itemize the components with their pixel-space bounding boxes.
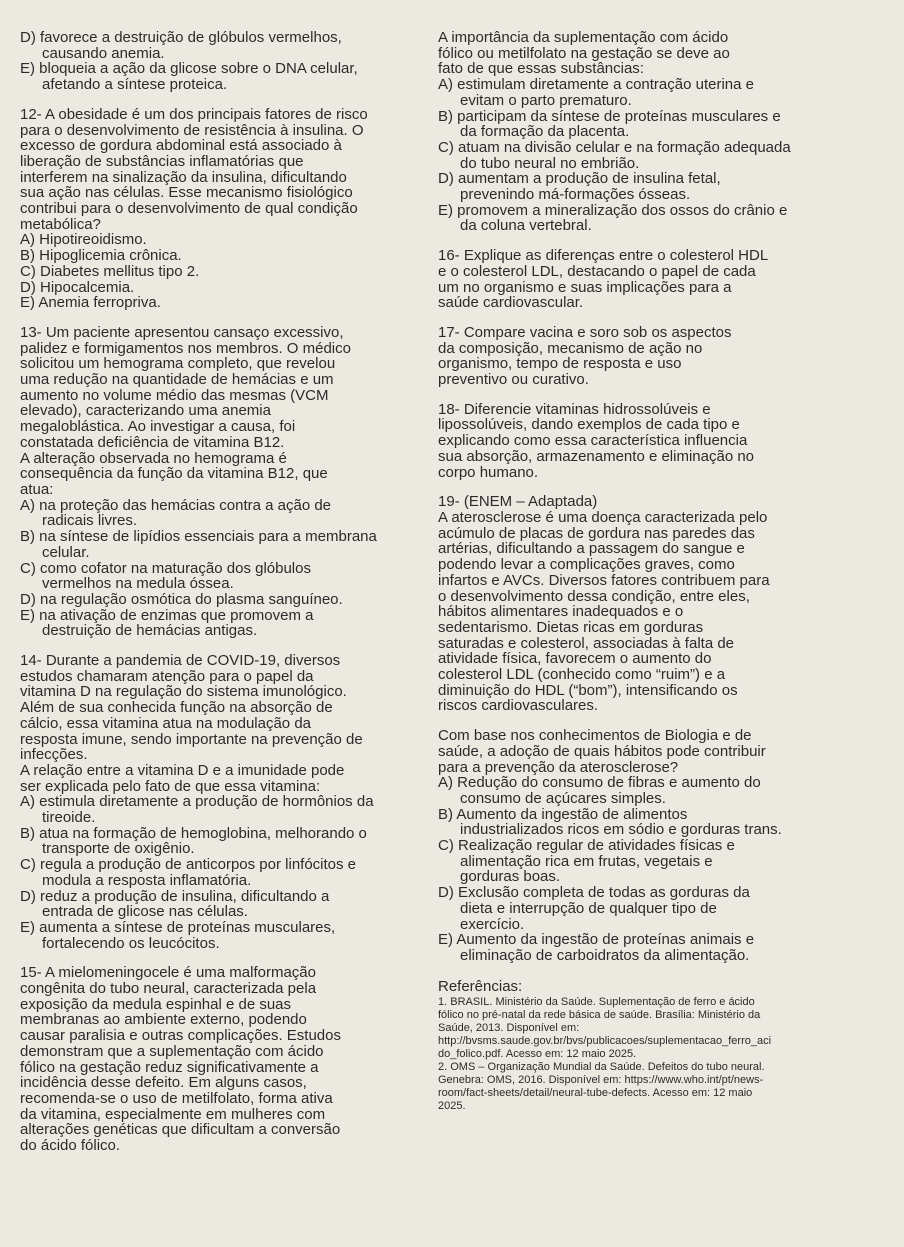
text-line: do_folico.pdf. Acesso em: 12 maio 2025. [438,1047,637,1060]
text-line: B) atua na formação de hemoglobina, melhorando o [20,824,367,842]
text-line: sedentarismo. Dietas ricas em gorduras [438,618,704,636]
text-line: alterações genéticas que dificultam a conversão [20,1121,341,1139]
text-line: 1. BRASIL. Ministério da Saúde. Suplementação de ferro e ácido [438,995,755,1008]
text-line: C) Diabetes mellitus tipo 2. [20,262,200,280]
question-17 [438,325,890,388]
text-line: uma redução na quantidade de hemácias e um [20,371,334,389]
text-line: fólico no pré-natal da rede básica de saúde. Brasília: Ministério da [438,1008,761,1021]
text-line: da composição, mecanismo de ação no [438,339,703,357]
text-line: A) estimula diretamente a produção de hormônios da [20,793,374,811]
references [438,978,890,1113]
text-line: podendo levar a complicações graves, como [438,556,735,574]
text-line: C) como cofator na maturação dos glóbulos [20,559,311,577]
text-line: C) Realização regular de atividades físicas e [438,837,735,855]
text-line: contribui para o desenvolvimento de qual condição [20,200,358,218]
text-line: A) Redução do consumo de fibras e aumento do [438,774,761,792]
text-line: 18- Diferencie vitaminas hidrossolúveis e [438,400,711,418]
references-title: Referências: [438,977,523,995]
text-line: atua: [20,480,54,498]
text-line: 17- Compare vacina e soro sob os aspectos [438,323,732,341]
text-line: preventivo ou curativo. [438,371,589,389]
question-18 [438,402,890,481]
text-line: para o desenvolvimento de resistência à insulina. O [20,121,364,139]
text-line: fólico na gestação reduz significativamente a [20,1058,319,1076]
text-line: 12- A obesidade é um dos principais fatores de risco [20,105,368,123]
text-line: http://bvsms.saude.gov.br/bvs/publicacoes/suplementacao_ferro_aci [438,1034,772,1047]
text-line: A) na proteção das hemácias contra a ação de [20,496,332,514]
text-line: riscos cardiovasculares. [438,697,599,715]
text-line: causar paralisia e outras complicações. Estudos [20,1027,341,1045]
text-line: E) na ativação de enzimas que promovem a [20,606,314,624]
text-line: diminuição do HDL (“bom”), intensificando os [438,681,738,699]
text-line: artérias, dificultando a passagem do sangue e [438,540,745,558]
text-line: organismo, tempo de resposta e uso [438,355,682,373]
text-line: radicais livres. [42,512,138,530]
text-line: vermelhos na medula óssea. [42,575,234,593]
text-line: 2025. [438,1099,466,1112]
text-line: B) participam da síntese de proteínas musculares e [438,107,781,125]
text-line: sua absorção, armazenamento e eliminação no [438,447,755,465]
text-line: A alteração observada no hemograma é [20,449,287,467]
text-line: D) Hipocalcemia. [20,278,135,296]
question-19 [438,494,890,714]
text-line: prevenindo má-formações ósseas. [460,186,691,204]
text-line: hábitos alimentares inadequados e o [438,603,684,621]
text-line: consequência da função da vitamina B12, que [20,465,328,483]
text-line: acúmulo de placas de gordura nas paredes das [438,524,755,542]
text-line: E) aumenta a síntese de proteínas musculares, [20,918,336,936]
text-line: D) na regulação osmótica do plasma sanguíneo. [20,590,343,608]
text-line: C) atuam na divisão celular e na formação adequada [438,138,791,156]
text-line: entrada de glicose nas células. [42,903,248,921]
text-line: gorduras boas. [460,868,561,886]
text-line: metabólica? [20,215,101,233]
text-line: resposta imune, sendo importante na prevenção de [20,730,363,748]
text-line: E) Aumento da ingestão de proteínas animais e [438,931,755,949]
text-line: modula a resposta inflamatória. [42,871,252,889]
text-line: D) aumentam a produção de insulina fetal, [438,170,721,188]
text-line: 19- (ENEM – Adaptada) [438,493,598,511]
text-line: vitamina D na regulação do sistema imunológico. [20,683,347,701]
text-line: membranas ao ambiente externo, podendo [20,1011,307,1029]
text-line: congênita do tubo neural, caracterizada pela [20,980,317,998]
question-11-tail [20,30,428,93]
text-line: 2. OMS – Organização Mundial da Saúde. Defeitos do tubo neural. [438,1060,765,1073]
text-line: A aterosclerose é uma doença caracterizada pelo [438,508,768,526]
text-line: D) reduz a produção de insulina, dificultando a [20,887,330,905]
text-line: da vitamina, especialmente em mulheres com [20,1105,326,1123]
text-line: o desenvolvimento dessa condição, entre eles, [438,587,750,605]
text-line: celular. [42,543,90,561]
right-column [438,30,890,1113]
text-line: C) regula a produção de anticorpos por linfócitos e [20,856,357,874]
text-line: tireoide. [42,809,96,827]
text-line: Com base nos conhecimentos de Biologia e de [438,727,752,745]
text-line: corpo humano. [438,463,539,481]
text-line: Além de sua conhecida função na absorção de [20,699,333,717]
text-line: saúde cardiovascular. [438,294,584,312]
question-15-continuation [438,30,890,234]
text-line: A) estimulam diretamente a contração uterina e [438,76,754,94]
text-line: alimentação rica em frutas, vegetais e [460,852,713,870]
left-column [20,30,428,1154]
text-line: B) Aumento da ingestão de alimentos [438,805,688,823]
text-line: lipossolúveis, dando exemplos de cada tipo e [438,416,740,434]
text-line: Genebra: OMS, 2016. Disponível em: https://www.who.int/pt/news- [438,1073,764,1086]
text-line: palidez e formigamentos nos membros. O médico [20,339,351,357]
text-line: atividade física, favorecem o aumento do [438,650,712,668]
text-line: transporte de oxigênio. [42,840,195,858]
text-line: demonstram que a suplementação com ácido [20,1042,324,1060]
text-line: da formação da placenta. [460,123,630,141]
text-line: E) bloqueia a ação da glicose sobre o DNA celular, [20,60,358,78]
text-line: 16- Explique as diferenças entre o colesterol HDL [438,247,769,265]
text-line: excesso de gordura abdominal está associado à [20,137,342,155]
text-line: fortalecendo os leucócitos. [42,934,220,952]
text-line: causando anemia. [42,44,165,62]
text-line: evitam o parto prematuro. [460,91,632,109]
text-line: exercício. [460,915,525,933]
text-line: afetando a síntese proteica. [42,76,228,94]
text-line: saturadas e colesterol, associadas à falta de [438,634,735,652]
text-line: 15- A mielomeningocele é uma malformação [20,964,316,982]
question-13 [20,325,428,639]
text-line: A) Hipotireoidismo. [20,231,147,249]
text-line: do tubo neural no embrião. [460,154,640,172]
text-line: A importância da suplementação com ácido [438,29,729,46]
text-line: constatada deficiência de vitamina B12. [20,433,285,451]
text-line: D) Exclusão completa de todas as gorduras da [438,884,750,902]
text-line: estudos chamaram atenção para o papel da [20,667,314,685]
text-line: A relação entre a vitamina D e a imunidade pode [20,761,345,779]
question-12 [20,107,428,311]
text-line: fólico ou metilfolato na gestação se deve ao [438,44,730,62]
text-line: um no organismo e suas implicações para a [438,278,732,296]
text-line: megaloblástica. Ao investigar a causa, foi [20,418,296,436]
text-line: 14- Durante a pandemia de COVID-19, diversos [20,652,341,670]
text-line: e o colesterol LDL, destacando o papel de cada [438,262,756,280]
text-line: exposição da medula espinhal e de suas [20,995,292,1013]
text-line: Saúde, 2013. Disponível em: [438,1021,580,1034]
text-line: B) Hipoglicemia crônica. [20,247,182,265]
text-line: E) promovem a mineralização dos ossos do crânio e [438,201,788,219]
text-line: D) favorece a destruição de glóbulos vermelhos, [20,29,342,46]
text-line: aumento no volume médio das mesmas (VCM [20,386,329,404]
text-line: para a prevenção da aterosclerose? [438,758,679,776]
text-line: infartos e AVCs. Diversos fatores contribuem para [438,571,770,589]
text-line: interferem na sinalização da insulina, dificultando [20,168,347,186]
text-line: room/fact-sheets/detail/neural-tube-defects. Acesso em: 12 maio [438,1086,753,1099]
text-line: B) na síntese de lipídios essenciais para a membrana [20,528,377,546]
text-line: sua ação nas células. Esse mecanismo fisiológico [20,184,353,202]
text-line: liberação de substâncias inflamatórias que [20,152,304,170]
question-15 [20,965,428,1153]
text-line: infecções. [20,746,88,764]
text-line: do ácido fólico. [20,1137,121,1155]
text-line: industrializados ricos em sódio e gorduras trans. [460,821,782,839]
text-line: destruição de hemácias antigas. [42,622,258,640]
text-line: elevado), caracterizando uma anemia [20,402,271,420]
question-19-prompt [438,728,890,964]
text-line: fato de que essas substâncias: [438,60,644,78]
text-line: recomenda-se o uso de metilfolato, forma ativa [20,1090,333,1107]
text-line: dieta e interrupção de qualquer tipo de [460,899,717,917]
question-14 [20,653,428,951]
text-line: eliminação de carboidratos da alimentação. [460,946,750,964]
text-line: solicitou um hemograma completo, que revelou [20,355,336,373]
text-line: saúde, a adoção de quais hábitos pode contribuir [438,742,766,760]
text-line: da coluna vertebral. [460,217,592,235]
text-line: ser explicada pelo fato de que essa vitamina: [20,777,321,795]
question-16 [438,248,890,311]
text-line: cálcio, essa vitamina atua na modulação da [20,714,312,732]
text-line: 13- Um paciente apresentou cansaço excessivo, [20,323,344,341]
text-line: consumo de açúcares simples. [460,789,666,807]
text-line: incidência desse defeito. Em alguns casos, [20,1074,307,1092]
text-line: E) Anemia ferropriva. [20,294,161,312]
text-line: explicando como essa característica influencia [438,432,748,450]
text-line: colesterol LDL (conhecido como “ruim”) e a [438,666,726,684]
